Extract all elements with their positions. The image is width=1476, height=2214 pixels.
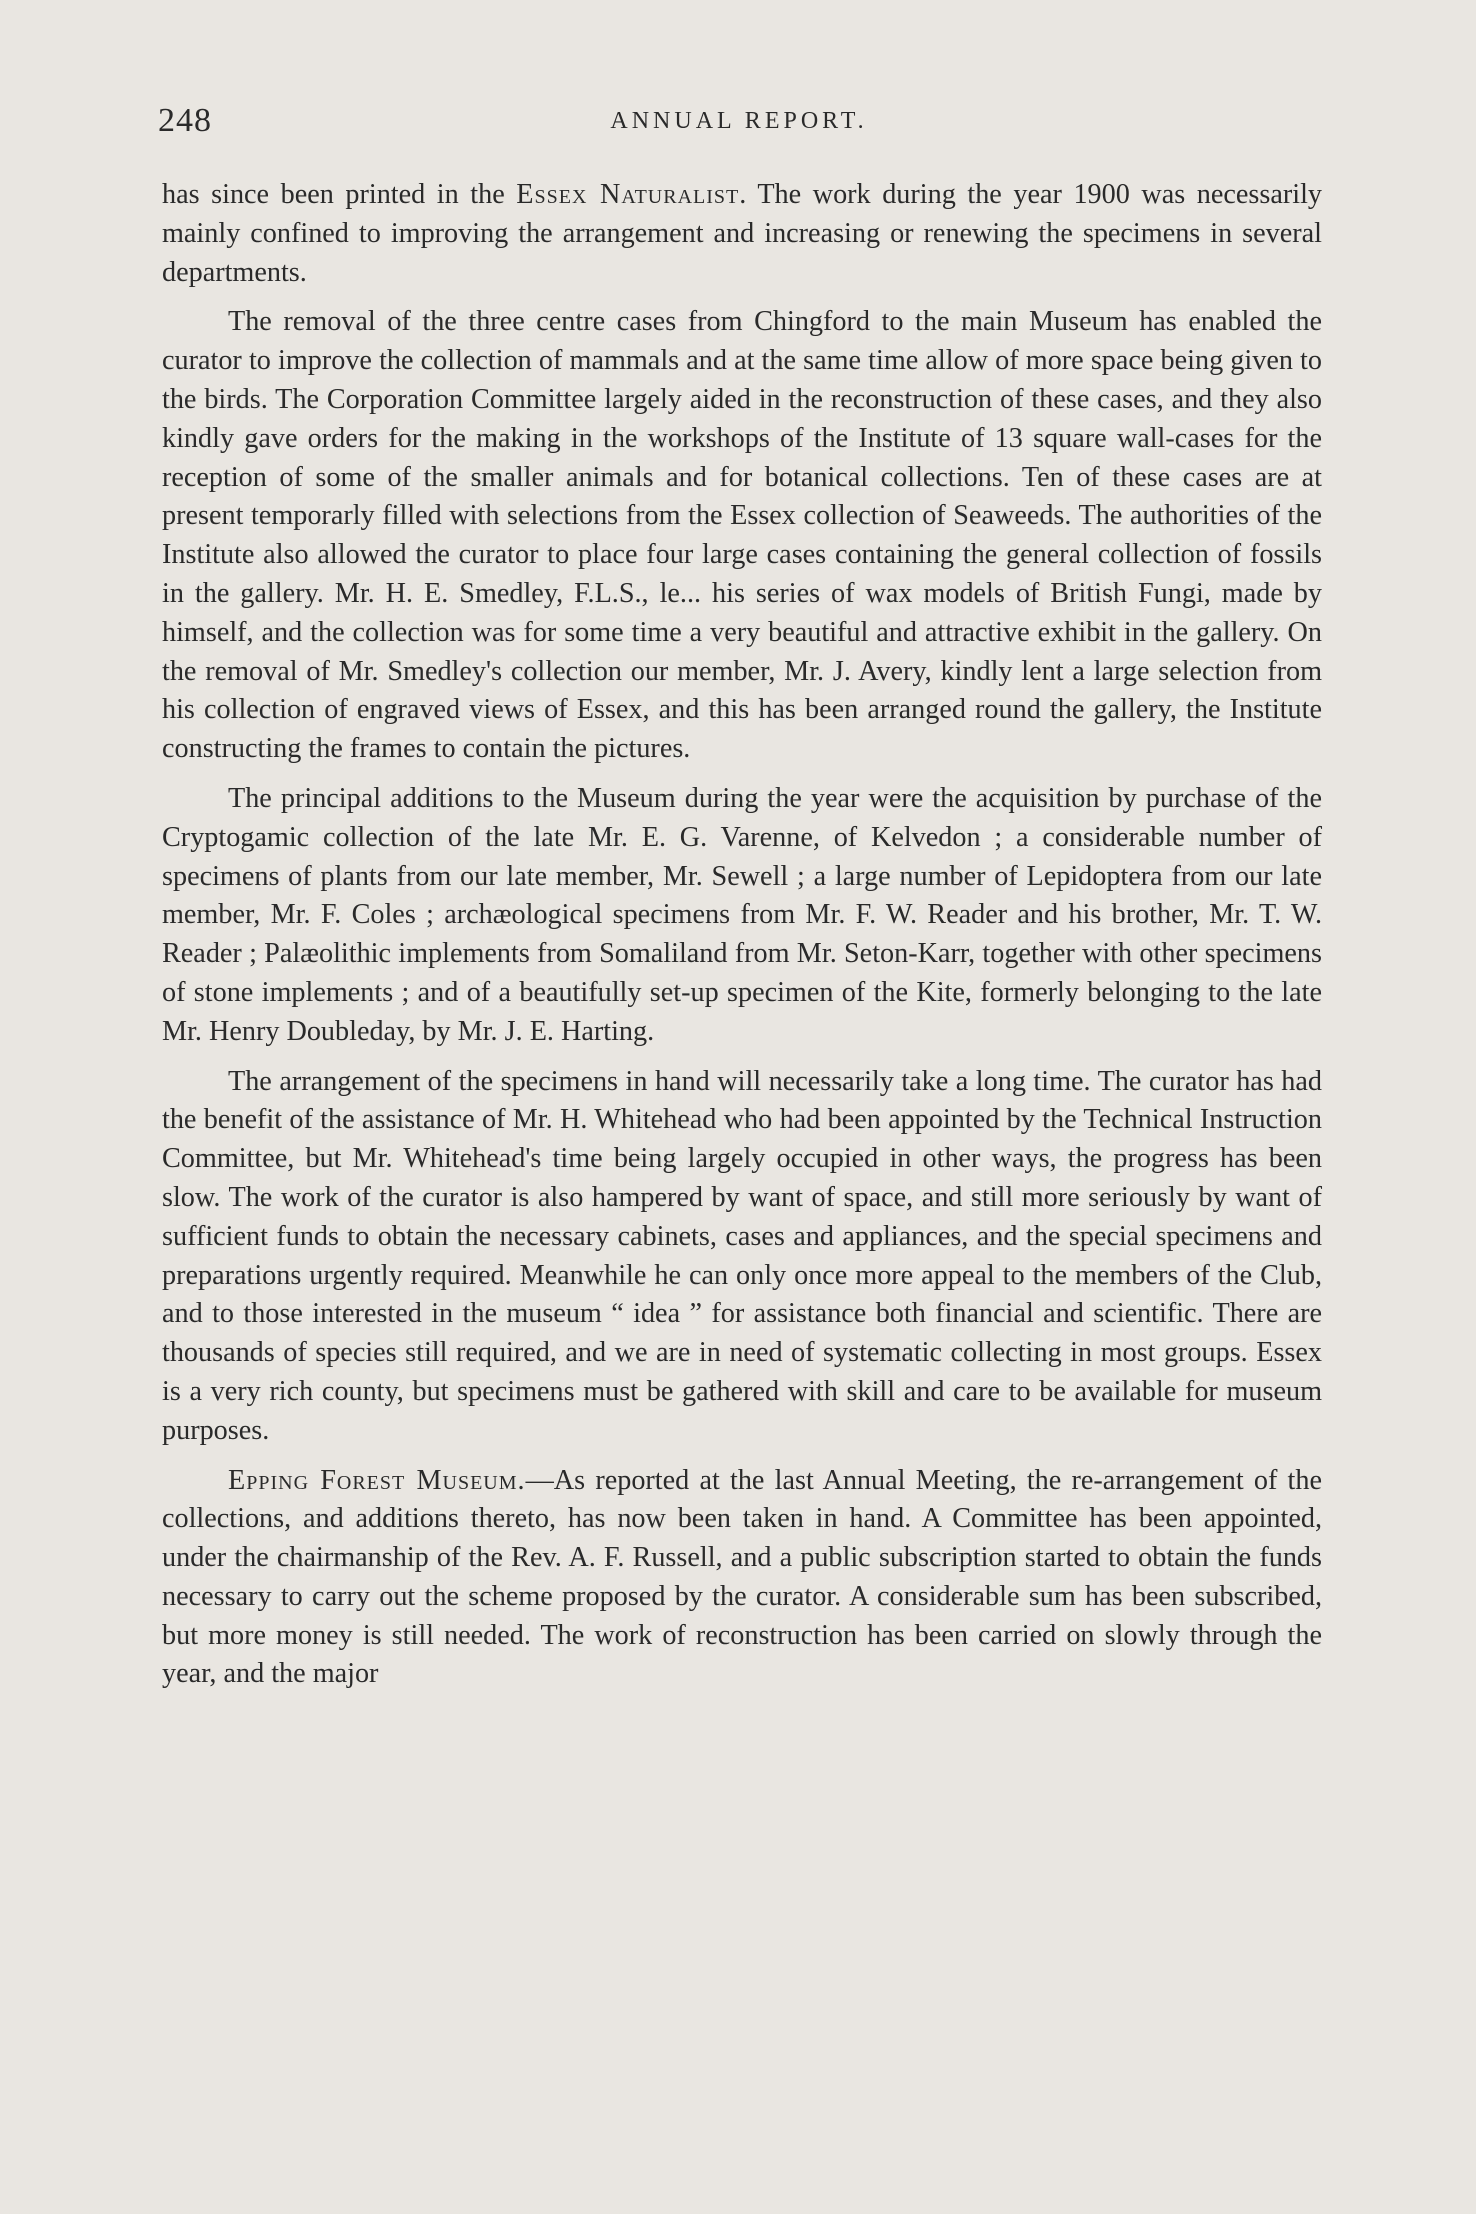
paragraph-text: . The work during the year 1900 was necessarily mainly confined to improving the arrangement and increasing or renewing the specimens in several departments. <box>162 179 1322 288</box>
paragraph-epping-forest-museum <box>162 1462 1322 1695</box>
small-caps-text: Essex Naturalist <box>516 179 740 210</box>
small-caps-text: Epping Forest Museum. <box>228 1464 526 1496</box>
paragraph-text: The principal additions to the Museum during the year were the acquisition by purchase of the Cryptogamic collection of the late Mr. E. G. Varenne, of Kelvedon ; a considerable number of specimens of plants from our late member, Mr. Sewell ; a large number of Lepidoptera from our late member, Mr. F. Coles ; archæological specimens from Mr. F. W. Reader and his brother, Mr. T. W. Reader ; Palæolithic implements from Somaliland from Mr. Seton-Karr, together with other specimens of stone implements ; and of a beautifully set-up specimen of the Kite, formerly belonging to the late Mr. Henry Doubleday, by Mr. J. E. Harting. <box>162 782 1322 1047</box>
running-head-title: ANNUAL REPORT. <box>610 108 868 134</box>
paragraph-text: —As reported at the last Annual Meeting, the re-arrangement of the collections, and additions thereto, has now been taken in hand. A Committee has been appointed, under the chairmanship of the Rev. A. F. Russell, and a public subscription started to obtain the funds necessary to carry out the scheme proposed by the curator. A considerable sum has been subscribed, but more money is still needed. The work of reconstruction has been carried on slowly through the year, and the major <box>162 1464 1322 1690</box>
paragraph-principal-additions <box>162 780 1322 1052</box>
paragraph-text: The arrangement of the specimens in hand will necessarily take a long time. The curator has had the benefit of the assistance of Mr. H. Whitehead who had been appointed by the Technical Instruction Committee, but Mr. Whitehead's time being largely occupied in other ways, the progress has been slow. The work of the curator is also hampered by want of space, and still more seriously by want of sufficient funds to obtain the necessary cabinets, cases and appliances, and the special specimens and preparations urgently required. Meanwhile he can only once more appeal to the members of the Club, and to those interested in the museum “ idea ” for assistance both financial and scientific. There are thousands of species still required, and we are in need of systematic collecting in most groups. Essex is a very rich county, but specimens must be gathered with skill and care to be available for museum purposes. <box>162 1065 1322 1446</box>
paragraph-continuation <box>162 176 1322 292</box>
page-number: 248 <box>158 102 212 139</box>
paragraph-arrangement-progress <box>162 1063 1322 1451</box>
paragraph-text: has since been printed in the <box>162 179 517 210</box>
body-text <box>162 176 1322 1694</box>
running-head <box>158 102 1320 142</box>
paragraph-text: The removal of the three centre cases from Chingford to the main Museum has enabled the curator to improve the collection of mammals and at the same time allow of more space being given to the birds. The Corporation Committee largely aided in the reconstruction of these cases, and they also kindly gave orders for the making in the workshops of the Institute of 13 square wall-cases for the reception of some of the smaller animals and for botanical collections. Ten of these cases are at present temporarly filled with selections from the Essex collection of Seaweeds. The authorities of the Institute also allowed the curator to place four large cases containing the general collection of fossils in the gallery. Mr. H. E. Smedley, F.L.S., le... his series of wax models of British Fungi, made by himself, and the collection was for some time a very beautiful and attractive exhibit in the gallery. On the removal of Mr. Smedley's collection our member, Mr. J. Avery, kindly lent a large selection from his collection of engraved views of Essex, and this has been arranged round the gallery, the Institute constructing the frames to contain the pictures. <box>162 306 1322 765</box>
paragraph-museum-cases <box>162 303 1322 769</box>
